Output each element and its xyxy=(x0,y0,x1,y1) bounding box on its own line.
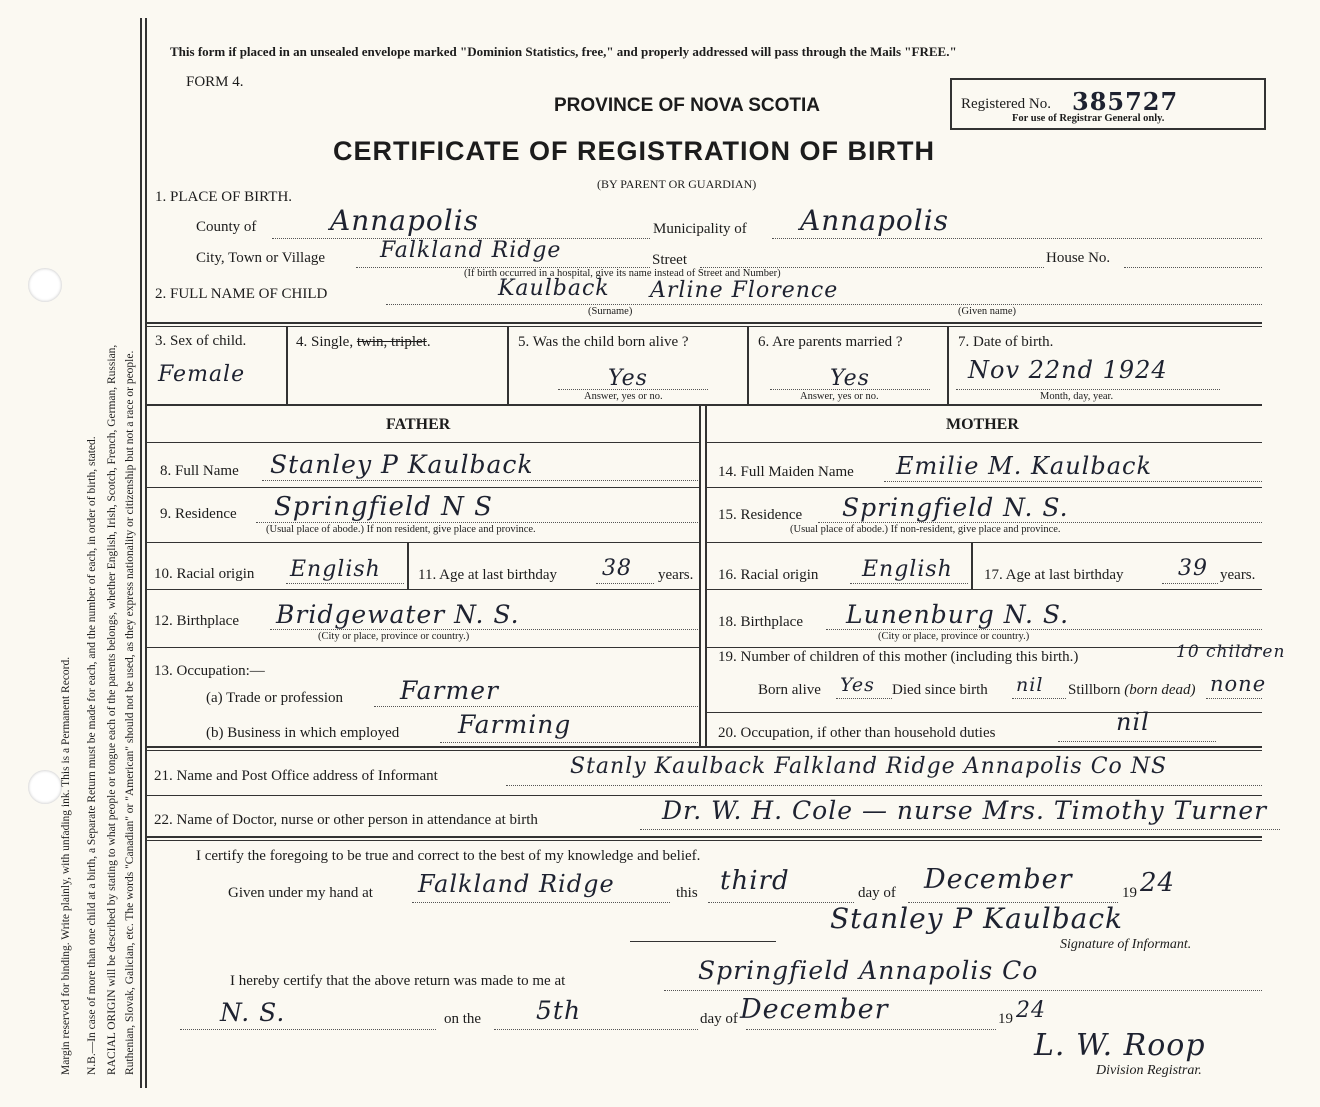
on-the-label: on the xyxy=(444,1011,482,1027)
mother-occupation: nil xyxy=(1116,708,1150,736)
given-note: (Given name) xyxy=(958,306,1017,317)
born-alive-value: Yes xyxy=(840,674,875,696)
margin-line-inner xyxy=(145,18,147,1088)
municipality-value: Annapolis xyxy=(800,204,950,237)
informant-value: Stanly Kaulback Falkland Ridge Annapolis Co NS xyxy=(570,754,1168,779)
children-label: 19. Number of children of this mother (including this birth.) xyxy=(718,649,1079,665)
doctor-label: 22. Name of Doctor, nurse or other person in attendance at birth xyxy=(154,812,538,828)
registrar-signature: L. W. Roop xyxy=(1034,1028,1206,1063)
this-label: this xyxy=(676,885,698,901)
married-label: 6. Are parents married ? xyxy=(758,334,903,350)
page-title: CERTIFICATE OF REGISTRATION OF BIRTH xyxy=(333,136,935,166)
died-value: nil xyxy=(1016,674,1044,696)
children-value: 10 children xyxy=(1176,642,1286,662)
registrar-year-prefix: 19 xyxy=(998,1011,1013,1027)
certify-statement: I certify the foregoing to be true and correct to the best of my knowledge and belief. xyxy=(196,848,701,864)
county-label: County of xyxy=(196,219,257,235)
father-heading: FATHER xyxy=(386,416,451,433)
registrar-place: Springfield Annapolis Co xyxy=(698,956,1039,985)
city-label: City, Town or Village xyxy=(196,250,326,266)
father-residence-note: (Usual place of abode.) If non resident, give place and province. xyxy=(266,524,536,535)
father-age: 38 xyxy=(602,556,632,581)
father-trade: Farmer xyxy=(400,676,499,705)
registered-number: 385727 xyxy=(1072,87,1179,116)
mother-birthplace-note: (City or place, province or country.) xyxy=(878,631,1030,642)
mother-years: years. xyxy=(1220,567,1256,583)
alive-value: Yes xyxy=(608,366,648,391)
given-year: 24 xyxy=(1140,868,1176,898)
mother-age: 39 xyxy=(1178,556,1208,581)
hospital-note: (If birth occurred in a hospital, give its name instead of Street and Number) xyxy=(464,268,781,279)
registered-label: Registered No. xyxy=(961,96,1051,112)
sex-label: 3. Sex of child. xyxy=(155,333,247,349)
mother-name: Emilie M. Kaulback xyxy=(896,452,1152,480)
registrar-signature-label: Division Registrar. xyxy=(1096,1063,1202,1078)
father-racial: English xyxy=(290,557,381,582)
mother-residence: Springfield N. S. xyxy=(842,493,1069,522)
given-year-prefix: 19 xyxy=(1122,885,1137,901)
informant-signature: Stanley P Kaulback xyxy=(830,902,1124,935)
died-label: Died since birth xyxy=(892,682,988,698)
father-birthplace-note: (City or place, province or country.) xyxy=(318,631,470,642)
county-value: Annapolis xyxy=(330,204,480,237)
given-place: Falkland Ridge xyxy=(418,870,615,898)
registered-note: For use of Registrar General only. xyxy=(1012,113,1165,124)
side-note-4: Ruthenian, Slovak, Galician, etc. The words "Canadian" or "American" should not be used, as they express nationality or citizenship but not a race or people. xyxy=(124,350,136,1075)
father-trade-label: (a) Trade or profession xyxy=(206,690,344,706)
father-age-label: 11. Age at last birthday xyxy=(418,567,557,583)
page-subtitle: (BY PARENT OR GUARDIAN) xyxy=(597,177,757,191)
father-business-label: (b) Business in which employed xyxy=(206,725,400,741)
born-alive-label: Born alive xyxy=(758,682,821,698)
doctor-value: Dr. W. H. Cole — nurse Mrs. Timothy Turner xyxy=(662,796,1268,825)
child-given-name: Arline Florence xyxy=(650,278,839,303)
registrar-statement: I hereby certify that the above return was made to me at xyxy=(230,973,566,989)
registrar-month: December xyxy=(740,994,889,1025)
form-number: FORM 4. xyxy=(186,74,244,90)
date-note: Month, day, year. xyxy=(1040,391,1114,402)
informant-label: 21. Name and Post Office address of Informant xyxy=(154,768,438,784)
mother-birthplace: Lunenburg N. S. xyxy=(846,600,1070,629)
father-name: Stanley P Kaulback xyxy=(270,450,534,479)
mother-racial: English xyxy=(862,557,953,582)
alive-label: 5. Was the child born alive ? xyxy=(518,334,689,350)
province-title: PROVINCE OF NOVA SCOTIA xyxy=(554,95,821,116)
registered-box xyxy=(950,78,1266,130)
father-occupation-label: 13. Occupation:— xyxy=(154,663,265,679)
single-label: 4. Single, twin, triplet. xyxy=(296,334,431,350)
father-birthplace-label: 12. Birthplace xyxy=(154,613,239,629)
punch-hole-bottom xyxy=(28,770,62,804)
surname-note: (Surname) xyxy=(588,306,633,317)
street-label: Street xyxy=(652,252,687,268)
mother-racial-label: 16. Racial origin xyxy=(718,567,819,583)
informant-signature-label: Signature of Informant. xyxy=(1060,937,1192,952)
registrar-day-of-label: day of xyxy=(700,1011,738,1027)
registrar-place-2: N. S. xyxy=(220,998,286,1027)
mother-birthplace-label: 18. Birthplace xyxy=(718,614,803,630)
municipality-label: Municipality of xyxy=(653,221,747,237)
mail-note: This form if placed in an unsealed envelope marked "Dominion Statistics, free," and properly addressed will pass through the Mails "FREE." xyxy=(170,44,957,59)
mother-heading: MOTHER xyxy=(946,416,1019,433)
house-label: House No. xyxy=(1046,250,1111,266)
child-name-label: 2. FULL NAME OF CHILD xyxy=(155,286,328,302)
punch-hole-top xyxy=(28,268,62,302)
father-residence: Springfield N S xyxy=(274,492,493,522)
father-name-label: 8. Full Name xyxy=(160,463,239,479)
registrar-day: 5th xyxy=(536,996,582,1025)
side-note-2: N.B.—In case of more than one child at a birth, a Separate Return must be made for each, and the number of each, in order of birth, stated. xyxy=(86,436,98,1075)
father-years: years. xyxy=(658,567,694,583)
stillborn-value: none xyxy=(1210,672,1267,696)
day-of-label: day of xyxy=(858,885,896,901)
given-month: December xyxy=(924,864,1073,895)
side-note-1: Margin reserved for binding. Write plainly, with unfading ink. This is a Permanent Record. xyxy=(60,656,72,1075)
mother-name-label: 14. Full Maiden Name xyxy=(718,464,854,480)
married-value: Yes xyxy=(830,366,870,391)
sex-value: Female xyxy=(158,362,246,387)
date-label: 7. Date of birth. xyxy=(958,334,1054,350)
mother-age-label: 17. Age at last birthday xyxy=(984,567,1124,583)
father-residence-label: 9. Residence xyxy=(160,506,237,522)
city-value: Falkland Ridge xyxy=(380,238,562,263)
father-birthplace: Bridgewater N. S. xyxy=(276,600,520,629)
alive-answer-note: Answer, yes or no. xyxy=(584,391,663,402)
margin-line xyxy=(140,18,142,1088)
given-day: third xyxy=(720,866,790,896)
father-business: Farming xyxy=(458,710,572,739)
given-label: Given under my hand at xyxy=(228,885,373,901)
mother-residence-note: (Usual place of abode.) If non-resident, give place and province. xyxy=(790,524,1061,535)
married-answer-note: Answer, yes or no. xyxy=(800,391,879,402)
single-struck: twin, triplet xyxy=(356,334,427,350)
mother-occupation-label: 20. Occupation, if other than household duties xyxy=(718,725,996,741)
father-racial-label: 10. Racial origin xyxy=(154,566,255,582)
mother-residence-label: 15. Residence xyxy=(718,507,803,523)
place-of-birth-label: 1. PLACE OF BIRTH. xyxy=(155,189,293,205)
registrar-year: 24 xyxy=(1016,998,1046,1023)
side-note-3: RACIAL ORIGIN will be described by stating to what people or tongue each of the parents belongs, whether English, Irish, Scotch, French, German, Russian, xyxy=(106,344,118,1075)
child-surname: Kaulback xyxy=(498,276,610,301)
date-value: Nov 22nd 1924 xyxy=(968,356,1168,384)
stillborn-label: Stillborn (born dead) xyxy=(1068,682,1196,698)
